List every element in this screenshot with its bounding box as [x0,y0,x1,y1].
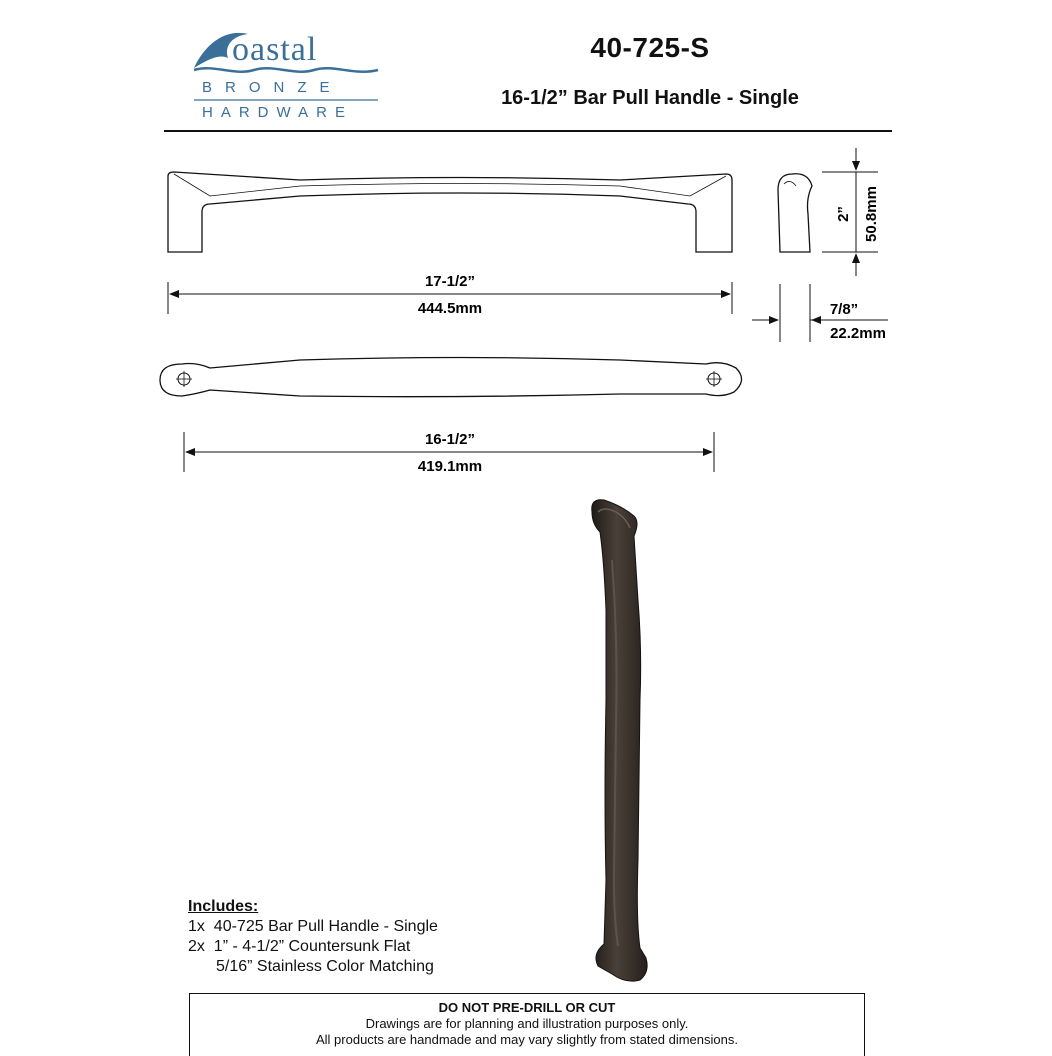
brand-name: oastal [232,31,318,68]
top-view-outline [160,358,742,397]
side-view-outline [778,174,812,252]
product-title: 16-1/2” Bar Pull Handle - Single [501,87,799,109]
item-text: 40-725 Bar Pull Handle - Single [213,918,438,935]
includes-list [188,897,438,977]
height-in-label: 2” [835,206,852,222]
screw-hole-left-icon [176,371,192,387]
screw-hole-right-icon [706,371,722,387]
disclaimer-heading: DO NOT PRE-DRILL OR CUT [438,1000,616,1015]
disclaimer-box [189,993,865,1056]
depth-in-label: 7/8” [829,301,859,318]
brand-line2: BRONZE [202,79,343,96]
disclaimer-line-2: All products are handmade and may vary slightly from stated dimensions. [316,1032,738,1047]
includes-heading: Includes: [188,898,259,915]
height-mm-label: 50.8mm [863,186,880,242]
item-qty: 1x [188,918,205,935]
brand-line3: HARDWARE [202,104,353,121]
cc-in-label: 16-1/2” [424,431,476,448]
item-qty: 2x [188,938,205,955]
handle-product-image [592,500,647,981]
list-item [188,917,438,937]
part-number: 40-725-S [590,32,710,63]
cc-mm-label: 419.1mm [417,458,483,475]
item-text: 1” - 4-1/2” Countersunk Flat [213,938,411,955]
list-item-continuation: 5/16” Stainless Color Matching [216,958,434,975]
disclaimer-line-1: Drawings are for planning and illustration purposes only. [365,1016,689,1031]
overall-length-mm-label: 444.5mm [417,300,483,317]
front-view-outline [168,172,732,252]
side-view-ridge [784,181,796,186]
overall-length-in-label: 17-1/2” [424,273,476,290]
list-item [188,937,438,957]
depth-mm-label: 22.2mm [830,325,886,342]
